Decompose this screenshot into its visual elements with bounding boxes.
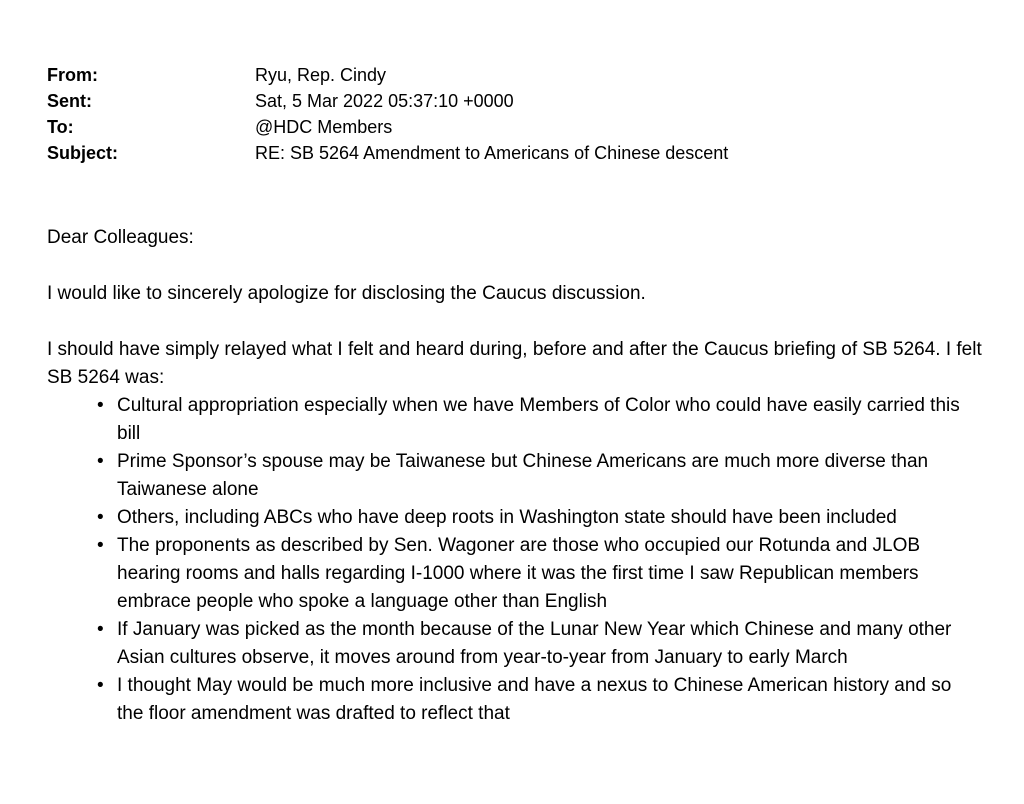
to-label: To: bbox=[47, 117, 74, 137]
bullet-icon: • bbox=[97, 451, 104, 472]
to-row bbox=[47, 114, 1007, 140]
list-item-text: Others, including ABCs who have deep roots in Washington state should have been included bbox=[117, 507, 897, 528]
greeting: Dear Colleagues: bbox=[47, 227, 194, 248]
bullet-icon: • bbox=[97, 395, 104, 416]
list-item bbox=[97, 672, 977, 728]
email-document bbox=[47, 0, 1007, 728]
to-value: @HDC Members bbox=[255, 117, 393, 137]
list-item bbox=[97, 616, 977, 672]
from-label: From: bbox=[47, 65, 98, 85]
subject-value: RE: SB 5264 Amendment to Americans of Chinese descent bbox=[255, 143, 729, 163]
explanation-paragraph: I should have simply relayed what I felt and heard during, before and after the Caucus briefing of SB 5264. I felt SB 5264 was: bbox=[47, 339, 982, 388]
sent-row bbox=[47, 88, 1007, 114]
subject-row bbox=[47, 140, 1007, 166]
list-item-text: Cultural appropriation especially when we have Members of Color who could have easily carried this bill bbox=[117, 395, 960, 444]
bullet-icon: • bbox=[97, 675, 104, 696]
list-item-text: Prime Sponsor’s spouse may be Taiwanese but Chinese Americans are much more diverse than Taiwanese alone bbox=[117, 451, 929, 500]
list-item-text: The proponents as described by Sen. Wagoner are those who occupied our Rotunda and JLOB hearing rooms and halls regarding I-1000 where it was the first time I saw Republican members embrace people who spoke a language other than English bbox=[117, 535, 921, 612]
list-item bbox=[97, 448, 977, 504]
bullet-icon: • bbox=[97, 619, 104, 640]
bullet-icon: • bbox=[97, 535, 104, 556]
sent-label: Sent: bbox=[47, 91, 92, 111]
bullet-icon: • bbox=[97, 507, 104, 528]
list-item bbox=[97, 504, 977, 532]
subject-label: Subject: bbox=[47, 143, 119, 163]
list-item bbox=[97, 392, 977, 448]
apology-paragraph: I would like to sincerely apologize for disclosing the Caucus discussion. bbox=[47, 283, 646, 304]
list-item-text: I thought May would be much more inclusive and have a nexus to Chinese American history and so the floor amendment was drafted to reflect that bbox=[117, 675, 952, 724]
list-item bbox=[97, 532, 977, 616]
sent-value: Sat, 5 Mar 2022 05:37:10 +0000 bbox=[255, 91, 514, 111]
from-row bbox=[47, 62, 1007, 88]
from-value: Ryu, Rep. Cindy bbox=[255, 65, 387, 85]
list-item-text: If January was picked as the month because of the Lunar New Year which Chinese and many other Asian cultures observe, it moves around from year-to-year from January to early March bbox=[117, 619, 952, 668]
bullet-list bbox=[47, 392, 977, 728]
email-header bbox=[47, 62, 1007, 166]
